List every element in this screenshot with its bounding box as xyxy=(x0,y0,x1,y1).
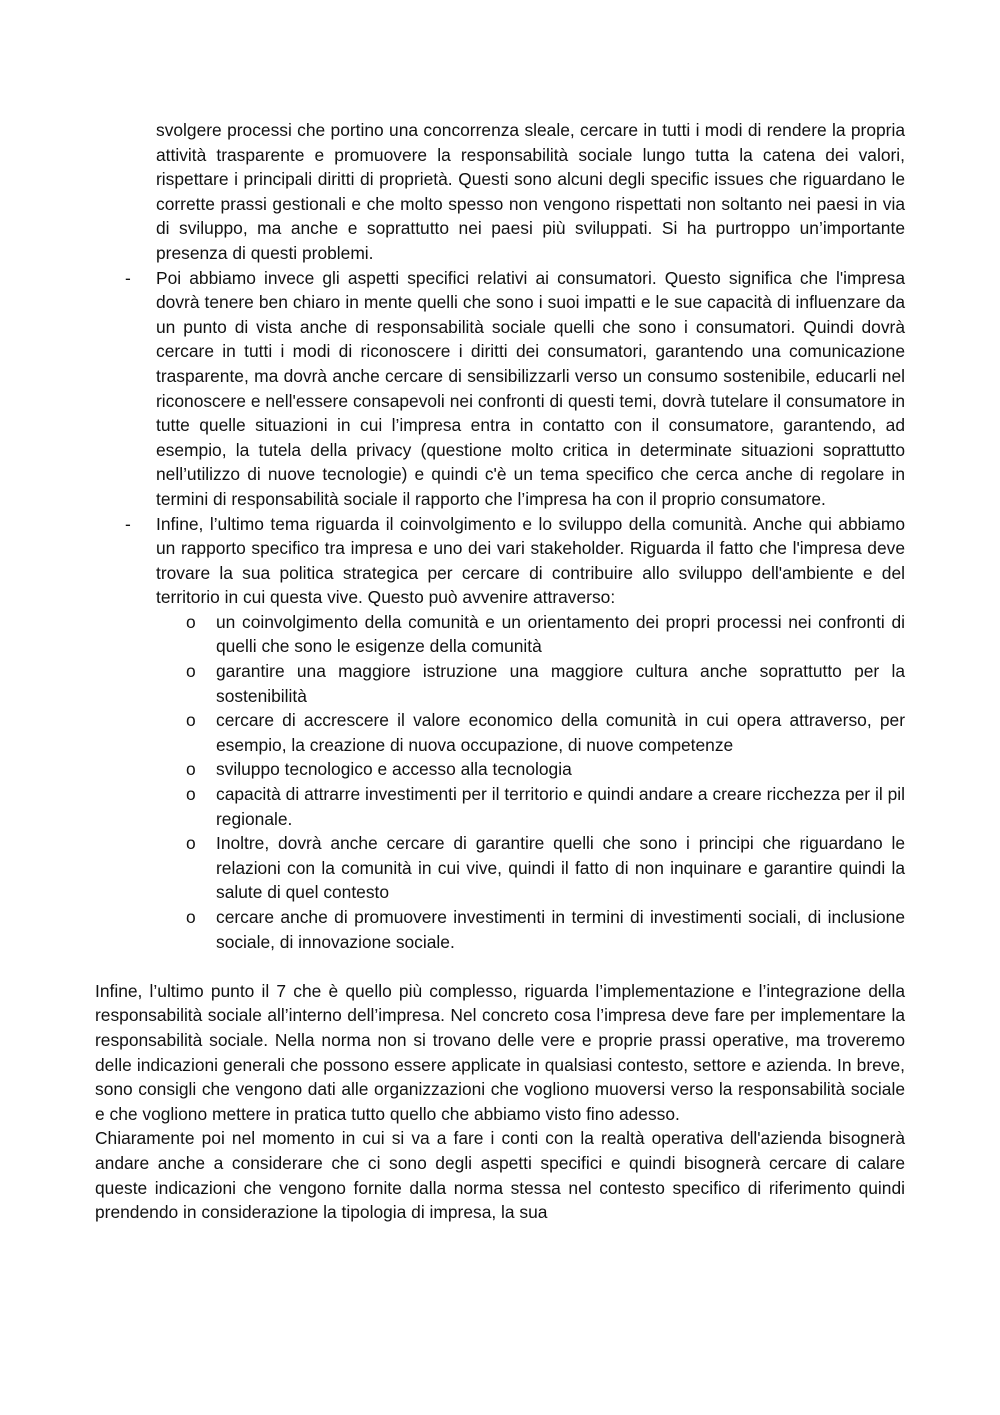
page-content xyxy=(95,118,905,1225)
sub-list-item xyxy=(156,782,905,831)
dash-list xyxy=(95,266,905,955)
sub-list-item-text: cercare di accrescere il valore economico della comunità in cui opera attraverso, per esempio, la creazione di nuova occupazione, di nuove competenze xyxy=(216,710,905,755)
circle-bullet-icon: o xyxy=(186,907,196,927)
dash-bullet-icon: - xyxy=(125,267,131,288)
paragraph-final: Chiaramente poi nel momento in cui si va a fare i conti con la realtà operativa dell'azienda bisognerà andare anche a considerare che ci sono degli aspetti specifici e quindi bisognerà cercare di calare queste indicazioni che vengono fornite dalla norma stessa nel contesto specifico di riferimento quindi prendendo in considerazione la tipologia di impresa, la sua xyxy=(95,1128,905,1223)
continuation-paragraph: svolgere processi che portino una concorrenza sleale, cercare in tutti i modi di rendere la propria attività trasparente e promuovere la responsabilità sociale lungo tutta la catena dei valori, rispettare i principali diritti di proprietà. Questi sono alcuni degli specific issues che riguardano le corrette prassi gestionali e che molto spesso non vengono rispettati non soltanto nei paesi in via di sviluppo, ma anche e soprattutto nei paesi più sviluppati. Si ha purtroppo un’importante presenza di questi problemi. xyxy=(156,120,905,263)
list-item-consumatori xyxy=(95,266,905,512)
sub-list-item-text: Inoltre, dovrà anche cercare di garantire quelli che sono i principi che riguardano le relazioni con la comunità in cui vive, quindi il fatto di non inquinare e garantire quindi la salute di quel contesto xyxy=(216,833,905,903)
sub-list-item xyxy=(156,757,905,782)
circle-bullet-icon: o xyxy=(186,710,196,731)
circle-bullet-icon: o xyxy=(186,784,196,805)
sub-list-item-text: garantire una maggiore istruzione una maggiore cultura anche soprattutto per la sostenibilità xyxy=(216,661,905,706)
sub-list-item xyxy=(156,610,905,659)
list-item-text: Poi abbiamo invece gli aspetti specifici relativi ai consumatori. Questo significa che l'impresa dovrà tenere ben chiaro in mente quelli che sono i suoi impatti e le sue capacità di influenzare da un punto di vista anche di responsabilità sociale quelli che sono i consumatori. Quindi dovrà cercare in tutti i modi di riconoscere i diritti dei consumatori, garantendo una comunicazione trasparente, ma dovrà anche cercare di sensibilizzarli verso un consumo sostenibile, educarli nel riconoscere e nell'essere consapevoli nei confronti di questi temi, dovrà tutelare il consumatore in tutte quelle situazioni in cui l’impresa entra in contatto con il consumatore, garantendo, ad esempio, la tutela della privacy (questione molto critica in determinate situazioni soprattutto nell’utilizzo di nuove tecnologie) e quindi c'è un tema specifico che cerca anche di regolare in termini di responsabilità sociale il rapporto che l’impresa ha con il proprio consumatore. xyxy=(156,267,905,509)
dash-bullet-icon: - xyxy=(125,513,131,534)
list-item-text: Infine, l’ultimo tema riguarda il coinvolgimento e lo sviluppo della comunità. Anche qui abbiamo un rapporto specifico tra impresa e uno dei vari stakeholder. Riguarda il fatto che l'impresa deve trovare la sua politica strategica per cercare di contribuire allo sviluppo dell'ambiente e del territorio in cui questa vive. Questo può avvenire attraverso: xyxy=(156,513,905,608)
sub-list-item-text: capacità di attrarre investimenti per il territorio e quindi andare a creare ricchezza per il pil regionale. xyxy=(216,784,905,829)
circle-bullet-icon: o xyxy=(186,759,196,780)
paragraph-spacer xyxy=(95,954,905,979)
circle-bullet-icon: o xyxy=(186,833,196,854)
circle-bullet-icon: o xyxy=(186,661,196,682)
sub-list-item xyxy=(156,905,905,954)
sub-list-item xyxy=(156,708,905,757)
sub-list-item-text: cercare anche di promuovere investimenti in termini di investimenti sociali, di inclusione sociale, di innovazione sociale. xyxy=(216,907,905,952)
paragraph-point-7: Infine, l’ultimo punto il 7 che è quello più complesso, riguarda l’implementazione e l’integrazione della responsabilità sociale all’interno dell’impresa. Nel concreto cosa l’impresa deve fare per implementare la responsabilità sociale. Nella norma non si trovano delle vere e proprie prassi operative, ma troveremo delle indicazioni generali che possono essere applicate in qualsiasi contesto, settore e azienda. In breve, sono consigli che vengono dati alle organizzazioni che vogliono muoversi verso la responsabilità sociale e che vogliono mettere in pratica tutto quello che abbiamo visto fino adesso. xyxy=(95,980,905,1124)
sub-list-item-text: un coinvolgimento della comunità e un orientamento dei propri processi nei confronti di quelli che sono le esigenze della comunità xyxy=(216,611,905,657)
circle-bullet-icon: o xyxy=(186,611,196,632)
sub-list-item-text: sviluppo tecnologico e accesso alla tecnologia xyxy=(216,759,572,780)
sub-list xyxy=(156,610,905,954)
list-item-comunita xyxy=(95,512,905,955)
sub-list-item xyxy=(156,659,905,708)
sub-list-item xyxy=(156,831,905,905)
